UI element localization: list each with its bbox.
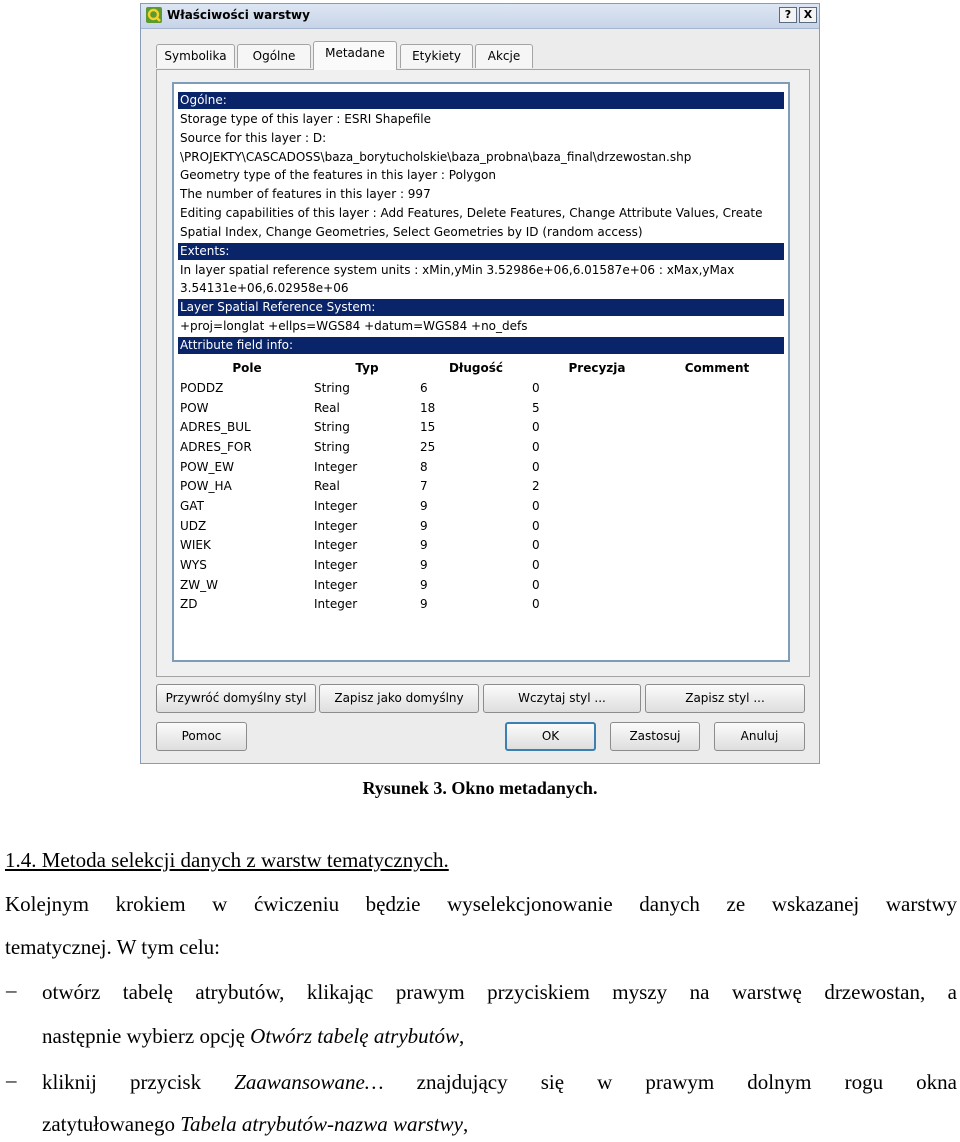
field-precision: 0: [532, 420, 540, 435]
extents-line-1: In layer spatial reference system units : xMin,yMin 3.52986e+06,6.01587e+06 : xMax,yMax: [180, 262, 735, 277]
field-name: UDZ: [180, 518, 207, 533]
editing-line-1: Editing capabilities of this layer : Add Features, Delete Features, Change Attribute Values, Create: [180, 205, 763, 220]
table-row: [178, 516, 772, 536]
table-row: [178, 575, 772, 595]
field-length: 8: [420, 459, 428, 474]
table-row: [178, 457, 772, 477]
field-precision: 0: [532, 498, 540, 513]
cancel-button[interactable]: Anuluj: [714, 722, 805, 751]
tab-symbolika[interactable]: Symbolika: [156, 44, 235, 68]
field-comment: [662, 378, 772, 398]
geometry-line: Geometry type of the features in this layer : Polygon: [180, 168, 496, 183]
table-row: [178, 535, 772, 555]
editing-line-2: Spatial Index, Change Geometries, Select Geometries by ID (random access): [180, 224, 643, 239]
storage-line: Storage type of this layer : ESRI Shapefile: [180, 112, 431, 126]
field-precision: 0: [532, 380, 540, 395]
section-header-general: Ogólne:: [178, 92, 784, 109]
extents-line-2: 3.54131e+06,6.02958e+06: [180, 281, 349, 296]
dialog-title: Właściwości warstwy: [167, 8, 310, 22]
field-length: 9: [420, 538, 428, 553]
attribute-fields-table: [178, 358, 772, 614]
field-name: GAT: [180, 498, 204, 513]
field-comment: [662, 398, 772, 418]
table-row: [178, 398, 772, 418]
field-length: 18: [420, 400, 436, 415]
close-title-button[interactable]: X: [799, 7, 817, 23]
tab-akcje[interactable]: Akcje: [475, 44, 533, 68]
metadata-textbox[interactable]: [172, 82, 790, 662]
field-length: 9: [420, 558, 428, 572]
field-type: Integer: [314, 577, 358, 592]
menu-option-name: Otwórz tabelę atrybutów: [250, 1024, 460, 1048]
table-row: [178, 437, 772, 457]
table-row: [178, 417, 772, 437]
table-row: [178, 476, 772, 496]
field-length: 7: [420, 479, 428, 494]
field-type: String: [314, 439, 350, 454]
tab-metadane[interactable]: Metadane: [313, 41, 397, 70]
field-length: 9: [420, 597, 428, 612]
table-row: [178, 555, 772, 575]
section-heading: 1.4. Metoda selekcji danych z warstw tematycznych.: [5, 848, 449, 872]
ok-button[interactable]: OK: [505, 722, 596, 751]
field-name: ADRES_FOR: [180, 439, 252, 454]
field-name: ZD: [180, 597, 198, 612]
window-name: Tabela atrybutów-nazwa warstwy: [180, 1112, 463, 1136]
table-row: [178, 496, 772, 516]
field-precision: 2: [532, 479, 540, 494]
field-precision: 0: [532, 577, 540, 592]
field-type: Integer: [314, 518, 358, 533]
paragraph-line-1: Kolejnym krokiem w ćwiczeniu będzie wyselekcjonowanie danych ze wskazanej warstwy: [5, 892, 957, 916]
layer-properties-dialog: [140, 3, 820, 764]
field-length: 25: [420, 439, 436, 454]
field-comment: [662, 575, 772, 595]
field-precision: 0: [532, 459, 540, 474]
text-run: ,: [459, 1024, 465, 1048]
field-comment: [662, 457, 772, 477]
field-comment: [662, 476, 772, 496]
column-header-comment: Comment: [684, 360, 750, 375]
title-bar[interactable]: [141, 4, 819, 29]
section-header-attributes: Attribute field info:: [178, 337, 784, 354]
field-name: ADRES_BUL: [180, 420, 251, 435]
restore-default-style-button[interactable]: Przywróć domyślny styl: [156, 684, 316, 713]
field-precision: 0: [532, 518, 540, 533]
field-type: Integer: [314, 498, 358, 513]
list-item-1-line-1: otwórz tabelę atrybutów, klikając prawym przyciskiem myszy na warstwę drzewostan, a: [42, 980, 957, 1004]
field-name: WIEK: [180, 538, 211, 553]
text-run: ,: [462, 1112, 469, 1136]
field-type: Integer: [314, 538, 358, 553]
qgis-logo-icon: [146, 7, 162, 23]
field-comment: [662, 555, 772, 575]
field-length: 9: [420, 577, 428, 592]
apply-button[interactable]: Zastosuj: [610, 722, 700, 751]
list-item-2-line-1: [42, 1070, 957, 1095]
text-run: zatytułowanego: [42, 1112, 181, 1136]
table-row: [178, 378, 772, 398]
list-dash-2: –: [6, 1068, 17, 1092]
load-style-button[interactable]: Wczytaj styl ...: [483, 684, 641, 713]
button-name: Zaawansowane…: [234, 1070, 384, 1094]
field-name: WYS: [180, 558, 207, 572]
text-run: kliknij przycisk: [42, 1070, 235, 1094]
figure-caption: Rysunek 3. Okno metadanych.: [362, 778, 598, 798]
field-comment: [662, 535, 772, 555]
field-name: POW_EW: [180, 459, 234, 474]
field-type: Real: [314, 400, 340, 415]
field-length: 6: [420, 380, 428, 395]
text-run: następnie wybierz opcję: [42, 1024, 251, 1048]
column-header-pole: Pole: [232, 360, 262, 375]
table-row: [178, 595, 772, 615]
save-as-default-button[interactable]: Zapisz jako domyślny: [319, 684, 479, 713]
field-precision: 0: [532, 439, 540, 454]
field-name: POW: [180, 400, 209, 415]
text-run: znajdujący się w prawym dolnym rogu okna: [383, 1070, 957, 1094]
field-type: Integer: [314, 459, 358, 474]
field-precision: 0: [532, 558, 540, 572]
field-type: String: [314, 380, 350, 395]
field-precision: 5: [532, 400, 540, 415]
field-precision: 0: [532, 538, 540, 553]
source-path-line: \PROJEKTY\CASCADOSS\baza_borytucholskie\baza_probna\baza_final\drzewostan.shp: [180, 149, 692, 164]
field-length: 9: [420, 518, 428, 533]
source-label-line: Source for this layer : D:: [180, 130, 327, 145]
column-header-precyzja: Precyzja: [568, 360, 626, 375]
section-header-srs: Layer Spatial Reference System:: [178, 299, 784, 316]
section-header-extents: Extents:: [178, 243, 784, 260]
field-type: String: [314, 420, 350, 435]
column-header-dlugosc: Długość: [448, 360, 504, 375]
field-name: PODDZ: [180, 380, 224, 395]
save-style-button[interactable]: Zapisz styl ...: [645, 684, 805, 713]
list-item-2-line-2: [42, 1112, 468, 1137]
field-name: POW_HA: [180, 479, 232, 494]
field-comment: [662, 595, 772, 615]
field-name: ZW_W: [180, 577, 218, 592]
list-dash-1: –: [6, 978, 17, 1002]
feature-count-line: The number of features in this layer : 997: [180, 187, 431, 202]
field-length: 9: [420, 498, 428, 513]
field-type: Integer: [314, 558, 358, 572]
field-comment: [662, 516, 772, 536]
table-header-row: [178, 358, 772, 378]
list-item-1-line-2: [42, 1024, 464, 1049]
tab-etykiety[interactable]: Etykiety: [400, 44, 473, 68]
field-type: Real: [314, 479, 340, 494]
field-comment: [662, 417, 772, 437]
tab-ogolne[interactable]: Ogólne: [237, 44, 311, 68]
field-comment: [662, 496, 772, 516]
field-type: Integer: [314, 597, 358, 612]
proj-line: +proj=longlat +ellps=WGS84 +datum=WGS84 +no_defs: [180, 319, 528, 334]
column-header-typ: Typ: [355, 360, 379, 375]
help-button[interactable]: Pomoc: [156, 722, 247, 751]
paragraph-line-2: tematycznej. W tym celu:: [5, 935, 220, 959]
field-comment: [662, 437, 772, 457]
field-precision: 0: [532, 597, 540, 612]
help-title-button[interactable]: ?: [779, 7, 797, 23]
field-length: 15: [420, 420, 436, 435]
